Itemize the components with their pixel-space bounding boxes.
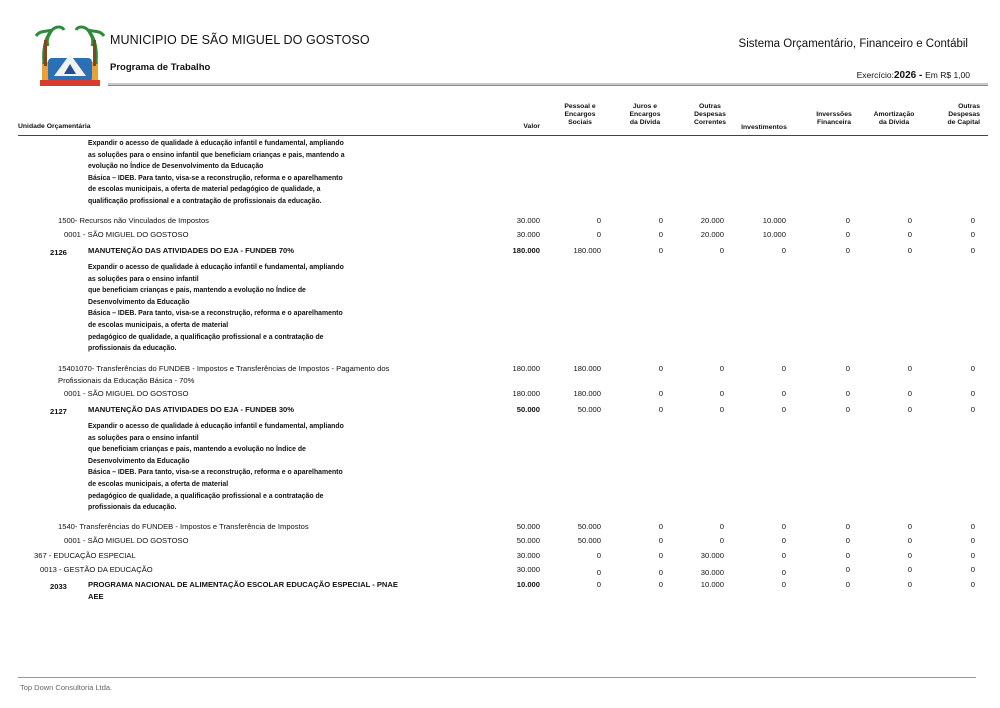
- cell-r0001a-outras-correntes: 20.000: [700, 230, 724, 239]
- currency-label: Em R$ 1,00: [925, 70, 970, 80]
- col-inversoes-header: Inverssões Financeira: [816, 111, 852, 126]
- cell-r0001b-pessoal: 180.000: [573, 389, 601, 398]
- cell-a2127-investimentos: 0: [781, 405, 786, 414]
- cell-a2127-outras-capital: 0: [970, 405, 975, 414]
- cell-r0001c-pessoal: 50.000: [577, 536, 601, 545]
- col-pessoal-header: Pessoal e Encargos Sociais: [564, 103, 596, 126]
- system-name: Sistema Orçamentário, Financeiro e Contábil: [738, 38, 968, 50]
- row-label-15401070-cont: Profissionais da Educação Básica - 70%: [58, 376, 195, 385]
- cell-r367-amortizacao: 0: [907, 551, 912, 560]
- cell-r367-pessoal: 0: [596, 551, 601, 560]
- row-label-0001a: 0001 - SÃO MIGUEL DO GOSTOSO: [64, 230, 189, 239]
- cell-r1540-inversoes: 0: [845, 522, 850, 531]
- cell-r367-outras-capital: 0: [970, 551, 975, 560]
- cell-r1540-juros: 0: [658, 522, 663, 531]
- cell-a2126-valor: 180.000: [512, 246, 540, 255]
- exercise-label: Exercício:: [856, 70, 894, 80]
- exercise-year: 2026: [893, 70, 917, 81]
- col-amortizacao-header: Amortização da Dívida: [873, 111, 915, 126]
- cell-r1500-valor: 30.000: [516, 216, 540, 225]
- row-label-0001b: 0001 - SÃO MIGUEL DO GOSTOSO: [64, 389, 189, 398]
- cell-r0001c-inversoes: 0: [845, 536, 850, 545]
- cell-r0001a-pessoal: 0: [596, 230, 601, 239]
- cell-a2127-outras-correntes: 0: [719, 405, 724, 414]
- col-unit-header: Unidade Orçamentária: [18, 123, 91, 130]
- cell-r0013-juros: 0: [658, 568, 663, 577]
- cell-r0001b-investimentos: 0: [781, 389, 786, 398]
- cell-a2126-outras-capital: 0: [970, 246, 975, 255]
- cell-r15401070-pessoal: 180.000: [573, 364, 601, 373]
- cell-r1500-pessoal: 0: [596, 216, 601, 225]
- cell-r0001b-juros: 0: [658, 389, 663, 398]
- cell-r0001a-juros: 0: [658, 230, 663, 239]
- col-investimentos-header: Investimentos: [741, 124, 787, 131]
- cell-r15401070-outras-capital: 0: [970, 364, 975, 373]
- cell-a2127-juros: 0: [658, 405, 663, 414]
- action-code-2126: 2126: [50, 248, 67, 257]
- cell-r1500-investimentos: 10.000: [762, 216, 786, 225]
- row-label-0001c: 0001 - SÃO MIGUEL DO GOSTOSO: [64, 536, 189, 545]
- cell-r15401070-valor: 180.000: [512, 364, 540, 373]
- cell-r0001b-amortizacao: 0: [907, 389, 912, 398]
- cell-r0001a-investimentos: 10.000: [762, 230, 786, 239]
- cell-a2127-pessoal: 50.000: [577, 405, 601, 414]
- cell-r367-juros: 0: [658, 551, 663, 560]
- cell-r1540-amortizacao: 0: [907, 522, 912, 531]
- cell-r15401070-outras-correntes: 0: [719, 364, 724, 373]
- cell-r1540-outras-correntes: 0: [719, 522, 724, 531]
- cell-r0001a-amortizacao: 0: [907, 230, 912, 239]
- cell-a2033-pessoal: 0: [596, 580, 601, 589]
- cell-r0013-amortizacao: 0: [907, 565, 912, 574]
- cell-a2126-amortizacao: 0: [907, 246, 912, 255]
- col-juros-header: Juros e Encargos da Dívida: [629, 103, 661, 126]
- municipality-name: MUNICIPIO DE SÃO MIGUEL DO GOSTOSO: [110, 33, 370, 47]
- cell-r0001c-juros: 0: [658, 536, 663, 545]
- cell-r1500-inversoes: 0: [845, 216, 850, 225]
- action-code-2033: 2033: [50, 582, 67, 591]
- cell-r15401070-juros: 0: [658, 364, 663, 373]
- column-header-divider: [18, 135, 988, 136]
- cell-r1540-valor: 50.000: [516, 522, 540, 531]
- action-title-2126: MANUTENÇÃO DAS ATIVIDADES DO EJA - FUNDEB 70%: [88, 246, 295, 255]
- cell-r0013-inversoes: 0: [845, 565, 850, 574]
- cell-r0013-investimentos: 0: [781, 568, 786, 577]
- cell-r0001c-amortizacao: 0: [907, 536, 912, 545]
- cell-a2033-amortizacao: 0: [907, 580, 912, 589]
- cell-a2033-outras-correntes: 10.000: [700, 580, 724, 589]
- cell-r15401070-amortizacao: 0: [907, 364, 912, 373]
- cell-a2126-juros: 0: [658, 246, 663, 255]
- action-code-2127: 2127: [50, 407, 67, 416]
- exercise-info: [857, 70, 970, 81]
- cell-r0013-valor: 30.000: [516, 565, 540, 574]
- municipal-coat-of-arms-logo: [34, 24, 106, 88]
- cell-a2033-juros: 0: [658, 580, 663, 589]
- cell-r15401070-inversoes: 0: [845, 364, 850, 373]
- report-title: Programa de Trabalho: [110, 62, 211, 73]
- action-title-2127: MANUTENÇÃO DAS ATIVIDADES DO EJA - FUNDEB 30%: [88, 405, 295, 414]
- action-description-block-2126: Expandir o acesso de qualidade à educação infantil e fundamental, ampliando as soluções para o ensino infantil que beneficiam crianças e pais, mantendo a evolução no Índice de Desenvolvimento da Educação Básica – IDEB. Para tanto, visa-se a reconstrução, reforma e o aparelhamento de escolas municipais, a oferta de material pedagógico de qualidade, a qualificação profissional e a contratação de profissionais da educação.: [88, 264, 344, 353]
- row-label-367: 367 - EDUCAÇÃO ESPECIAL: [34, 551, 136, 560]
- cell-r0001a-outras-capital: 0: [970, 230, 975, 239]
- cell-r0001c-outras-capital: 0: [970, 536, 975, 545]
- cell-r0001b-inversoes: 0: [845, 389, 850, 398]
- cell-r367-outras-correntes: 30.000: [700, 551, 724, 560]
- cell-a2127-inversoes: 0: [845, 405, 850, 414]
- cell-r1540-investimentos: 0: [781, 522, 786, 531]
- cell-a2127-valor: 50.000: [516, 405, 540, 414]
- cell-a2033-inversoes: 0: [845, 580, 850, 589]
- row-label-1500: 1500- Recursos não Vinculados de Impostos: [58, 216, 209, 225]
- row-label-0013: 0013 - GESTÃO DA EDUCAÇÃO: [40, 565, 153, 574]
- cell-r0001c-investimentos: 0: [781, 536, 786, 545]
- action-description-block: Expandir o acesso de qualidade à educação infantil e fundamental, ampliando as soluções para o ensino infantil que beneficiam crianças e pais, mantendo a evolução no Índice de Desenvolvimento da Educação Básica – IDEB. Para tanto, visa-se a reconstrução, reforma e o aparelhamento de escolas municipais, a oferta de material pedagógico de qualidade, a qualificação profissional e a contratação de profissionais da educação.: [88, 140, 345, 205]
- cell-a2033-valor: 10.000: [516, 580, 540, 589]
- cell-a2127-amortizacao: 0: [907, 405, 912, 414]
- cell-r0001b-valor: 180.000: [512, 389, 540, 398]
- cell-r0013-pessoal: 0: [596, 568, 601, 577]
- col-valor-header: Valor: [523, 123, 540, 130]
- cell-r0001c-outras-correntes: 0: [719, 536, 724, 545]
- cell-r0001b-outras-capital: 0: [970, 389, 975, 398]
- action-description-block-2127: Expandir o acesso de qualidade à educação infantil e fundamental, ampliando as soluções para o ensino infantil que beneficiam crianças e pais, mantendo a evolução no Índice de Desenvolvimento da Educação Básica – IDEB. Para tanto, visa-se a reconstrução, reforma e o aparelhamento de escolas municipais, a oferta de material pedagógico de qualidade, a qualificação profissional e a contratação de profissionais da educação.: [88, 423, 344, 512]
- cell-a2126-investimentos: 0: [781, 246, 786, 255]
- cell-a2033-outras-capital: 0: [970, 580, 975, 589]
- cell-a2126-pessoal: 180.000: [573, 246, 601, 255]
- col-outras-capital-header: Outras Despesas de Capital: [947, 103, 980, 126]
- row-label-15401070: 15401070- Transferências do FUNDEB - Impostos e Transferências de Impostos - Pagamento dos: [58, 364, 390, 373]
- cell-r367-inversoes: 0: [845, 551, 850, 560]
- cell-r1500-amortizacao: 0: [907, 216, 912, 225]
- cell-r0001a-inversoes: 0: [845, 230, 850, 239]
- cell-r0013-outras-correntes: 30.000: [700, 568, 724, 577]
- cell-r0001b-outras-correntes: 0: [719, 389, 724, 398]
- cell-r1500-outras-capital: 0: [970, 216, 975, 225]
- cell-r0001c-valor: 50.000: [516, 536, 540, 545]
- cell-r0001a-valor: 30.000: [516, 230, 540, 239]
- cell-r1540-outras-capital: 0: [970, 522, 975, 531]
- cell-a2126-outras-correntes: 0: [719, 246, 724, 255]
- cell-r367-investimentos: 0: [781, 551, 786, 560]
- action-title-2033: PROGRAMA NACIONAL DE ALIMENTAÇÃO ESCOLAR EDUCAÇÃO ESPECIAL - PNAE: [88, 580, 398, 589]
- exercise-separator: -: [916, 70, 926, 81]
- cell-a2033-investimentos: 0: [781, 580, 786, 589]
- cell-r367-valor: 30.000: [516, 551, 540, 560]
- cell-r1500-juros: 0: [658, 216, 663, 225]
- row-label-1540: 1540- Transferências do FUNDEB - Impostos e Transferência de Impostos: [58, 522, 309, 531]
- col-outras-correntes-header: Outras Despesas Correntes: [693, 103, 727, 126]
- footer-company: Top Down Consultoria Ltda.: [20, 683, 113, 692]
- cell-r1540-pessoal: 50.000: [577, 522, 601, 531]
- cell-a2126-inversoes: 0: [845, 246, 850, 255]
- footer-divider: [18, 677, 976, 678]
- action-title-2033-cont: AEE: [88, 592, 104, 601]
- header-divider: [108, 83, 988, 86]
- cell-r0013-outras-capital: 0: [970, 565, 975, 574]
- cell-r15401070-investimentos: 0: [781, 364, 786, 373]
- cell-r1500-outras-correntes: 20.000: [700, 216, 724, 225]
